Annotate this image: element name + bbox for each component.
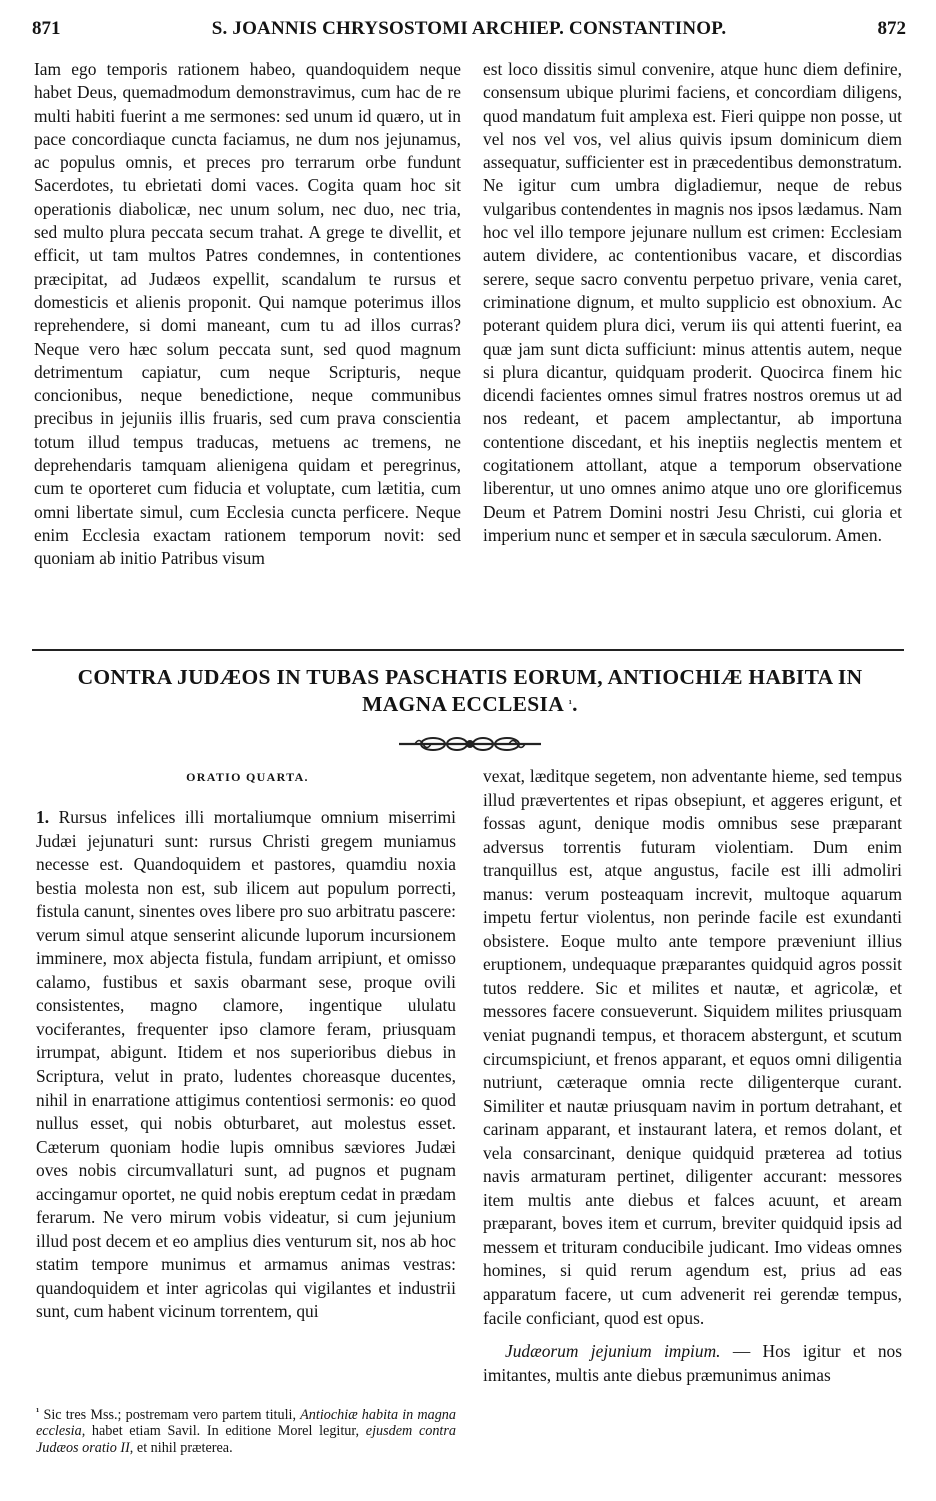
homily-title: CONTRA JUDÆOS IN TUBAS PASCHATIS EORUM, ANTIOCHIÆ HABITA IN MAGNA ECCLESIA ¹. — [77, 665, 863, 716]
homily-right-column — [483, 765, 902, 1387]
homily-left-column — [36, 806, 456, 1324]
title-footnote-mark: ¹ — [568, 698, 573, 710]
subhead-paragraph — [483, 1340, 902, 1387]
ornament-icon — [395, 734, 545, 754]
footnote — [36, 1404, 456, 1456]
marginal-subheading: Judæorum jejunium impium. — [505, 1341, 721, 1362]
homily-opening-paragraph — [36, 806, 456, 1324]
oratio-heading: ORATIO QUARTA. — [186, 770, 309, 784]
previous-homily-right-column — [483, 58, 902, 547]
running-head — [32, 18, 906, 48]
section-number: 1. — [36, 807, 50, 827]
footnote-italic-1: Antiochiæ habita in magna ecclesia — [36, 1407, 456, 1440]
subhead-paragraph-text: — Hos igitur et nos imitantes, multis ante diebus præmunimus animas — [483, 1341, 902, 1385]
section-divider — [32, 649, 904, 651]
running-title: S. JOANNIS CHRYSOSTOMI ARCHIEP. CONSTANTINOP. — [211, 18, 727, 39]
page-number-right: 872 — [877, 18, 906, 39]
homily-title-text: CONTRA JUDÆOS IN TUBAS PASCHATIS EORUM, ANTIOCHIÆ HABITA IN MAGNA ECCLESIA — [77, 665, 863, 716]
footnote-text-1: Sic tres Mss.; postremam vero partem tituli, — [39, 1407, 301, 1423]
previous-homily-right-text: est loco dissitis simul convenire, atque hunc diem definire, consensum ubique plurimi faciens, et concordiam diligens, quod mandatum fuit amplexa est. Fieri quippe non posse, ut vel nos vel vos, vel alius quivis ipsum dominicum diem assequatur, sufficienter est in præcedentibus demonstratum. Ne igitur cum umbra digladiemur, neque de rebus vulgaribus contendentes in magnis nos ipsos lædamus. Nam hoc vel illo tempore jejunare nullum est crimen: Ecclesiam autem dividere, ac contentionibus vacare, et discordias serere, seque sacro conventu perpetuo privare, venia caret, criminatione dignum, et multo supplicio est obnoxium. Ac poterant quidem plura dici, verum iis qui attenti fuerint, ea quæ jam sunt dicta sufficiunt: minus attentis autem, neque si plura dicantur, quidquam proderit. Quocirca finem hic dicendi facientes omnes simul fratres nostros oremus ut ad nos redeant, et pacem amplectantur, ab importuna contentione discedant, et his ineptiis neglectis mentem et cogitationem attollant, atque a temporum observatione liberentur, ut uno omnes animo atque uno ore glorificemus Deum et Patrem Domini nostri Jesu Christi, cui gloria et imperium nunc et semper et in sæcula sæculorum. Amen. — [483, 59, 902, 545]
footnote-text-3: , et nihil præterea. — [129, 1439, 233, 1456]
homily-right-text: vexat, læditque segetem, non adventante hieme, sed tempus illud prævertentes et ripas obsepiunt, et aggeres erigunt, et fossas agunt, denique modis omnibus sese præparant adversus torrentis futuram violentiam. Dum enim tranquillus est, atque angustus, facile est illi admoliri manus: verum posteaquam increvit, multoque aquarum impetu fertur violentus, non perinde facile est exundanti obsistere. Eoque multo ante tempore præveniunt illius eruptionem, undequaque præparantes quidquid agros possit tutos reddere. Sic et milites et nautæ, et agricolæ, et messores facere consueverunt. Siquidem milites priusquam veniat pugnandi tempus, et thoracem abstergunt, et scutum circumspiciunt, et frenos apparant, et equos omni diligentia nutriunt, cæteraque omnia recte diligenterque curant. Similiter et nautæ priusquam navim in portum detrahant, et carinam apparant, et instaurant latera, et remos dolant, et vela consarcinant, denique quidquid præterea ad totius navis armaturam pertinet, diligenter accurant: messores item multis ante diebus et falces acuunt, et aream præparant, boves item et currum, breviter quidquid ipsis ad messem et trituram conducibile judicant. Imo videas omnes homines, si quid rerum agendum est, prius ad eas apparatum facere, ut cum advenerit rei gerendæ tempus, facile conficiant, quod est opus. — [483, 766, 902, 1328]
homily-left-text: Rursus infelices illi mortaliumque omnium miserrimi Judæi jejunaturi sunt: rursus Christi gregem muniamus necesse est. Quandoquidem et pastores, quamdiu noxia bestia molesta non est, sub ilicem aut populum porrecti, fistula canunt, sinentes oves libere pro suo arbitratu pascere: verum simul atque senserint alicunde luporum incursionem imminere, mox abjecta fistula, fundam arripiunt, et omisso calamo, fustibus et saxis obarmant sese, proque ovili consistentes, magno clamore, ingentique ululatu vociferantes, frequenter ipso clamore feram, priusquam irrumpat, abigunt. Itidem et nos superioribus diebus in Scriptura, velut in prato, ludentes choreasque ducentes, nihil in enarratione attigimus contentiosi sermonis: eo quod nullus esset, qui nobis obturbaret, aut molestus esset. Cæterum quoniam hodie lupis omnibus sæviores Judæi oves nobis circumvallaturi sunt, ad pugnos et pugnam accingamur oportet, ne quid nobis ereptum cedat in prædam ferarum. Ne vero mirum vobis videatur, si cum jejunium illud post decem et eo amplius dies venturum sit, nos ab hoc statim tempore munimus et armamus animas vestras: quandoquidem et inter agricolas qui vigilantes et industrii sunt, cum habent vicinum torrentem, qui — [36, 807, 456, 1322]
footnote-mark: ¹ — [36, 1406, 40, 1418]
footnote-italic-2: ejusdem contra Judæos oratio II — [36, 1423, 456, 1456]
footnote-text-2: , habet etiam Savil. In editione Morel legitur, — [81, 1423, 366, 1440]
previous-homily-left-column — [34, 58, 461, 571]
page-number-left: 871 — [32, 18, 61, 39]
previous-homily-left-text: Iam ego temporis rationem habeo, quandoquidem neque habet Deus, quemadmodum demonstravimus, cum hac de re multi habiti fuerint a me sermones: sed unum id quæro, ut in pace concordiaque cuncta faciamus, ne dum nos jejunamus, ac populus omnis, et preces pro terrarum orbe fundunt Sacerdotes, tu ebrietati domi vaces. Cogita quam hoc sit operationis diabolicæ, nec unum solum, nec duo, nec tria, sed multo plura peccata secum trahat. A grege te divellit, et efficit, ut tam multos Patres condemnes, in contentiones præcipitat, ad Judæos expellit, scandalum te rursus et domesticis et alienis proponit. Qui namque poterimus illos reprehendere, si domi maneant, cum tu ad illos curras? Neque vero hæc solum peccata sunt, sed quod magnum detrimentum capiatur, cum neque Scripturis, neque concionibus, neque benedictione, neque communibus precibus in jejuniis illis fruaris, sed cum prava conscientia totum illud tempus traducas, metuens ac tremens, ne deprehendaris tamquam alienigena quidam et peregrinus, cum te oporteret cum fiducia et voluptate, cum lætitia, cum omni libertate simul, cum Ecclesia cuncta perficere. Neque enim Ecclesia exactam rationem temporum novit: sed quoniam ab initio Patribus visum — [34, 59, 461, 569]
